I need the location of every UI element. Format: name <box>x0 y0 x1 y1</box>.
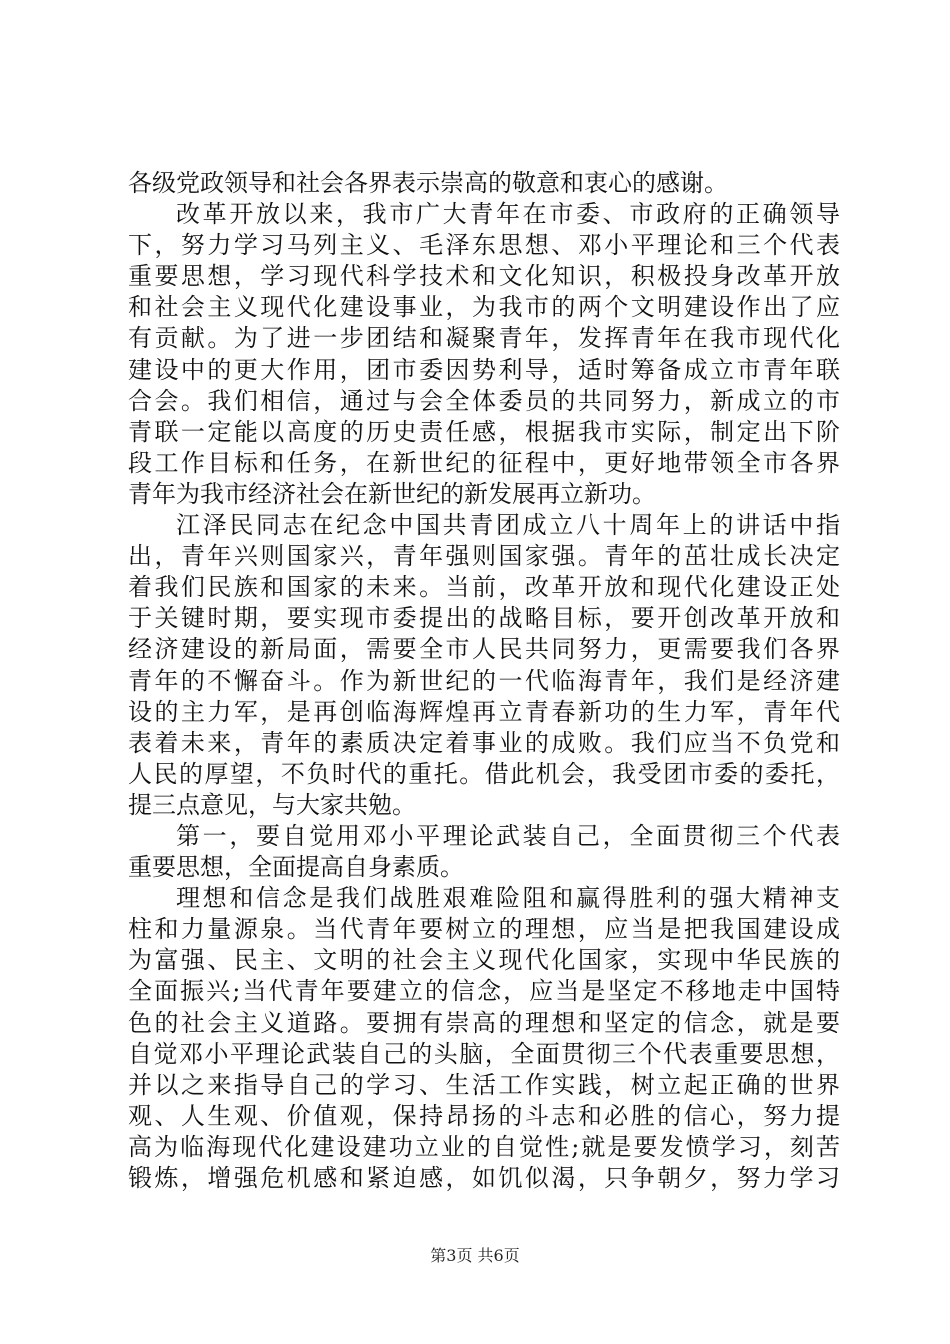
text-line: 全面振兴;当代青年要建立的信念，应当是坚定不移地走中国特 <box>128 977 840 1006</box>
text-line: 第一，要自觉用邓小平理论武装自己，全面贯彻三个代表 <box>176 821 840 850</box>
text-line: 青联一定能以高度的历史责任感，根据我市实际，制定出下阶 <box>128 417 840 446</box>
text-line: 锻炼，增强危机感和紧迫感，如饥似渴，只争朝夕，努力学习 <box>128 1164 840 1192</box>
text-line: 并以之来指导自己的学习、生活工作实践，树立起正确的世界 <box>128 1070 840 1099</box>
text-line: 有贡献。为了进一步团结和凝聚青年，发挥青年在我市现代化 <box>128 324 840 353</box>
page-footer: 第3页 共6页 <box>430 1246 520 1265</box>
text-line: 改革开放以来，我市广大青年在市委、市政府的正确领导 <box>176 200 840 229</box>
text-line: 着我们民族和国家的未来。当前，改革开放和现代化建设正处 <box>128 573 840 602</box>
text-line: 青年为我市经济社会在新世纪的新发展再立新功。 <box>128 479 656 508</box>
text-line: 色的社会主义道路。要拥有崇高的理想和坚定的信念，就是要 <box>128 1008 840 1037</box>
text-line: 和社会主义现代化建设事业，为我市的两个文明建设作出了应 <box>128 293 840 322</box>
text-line: 于关键时期，要实现市委提出的战略目标，要开创改革开放和 <box>128 604 840 633</box>
text-line: 柱和力量源泉。当代青年要树立的理想，应当是把我国建设成 <box>128 915 840 944</box>
text-line: 为富强、民主、文明的社会主义现代化国家，实现中华民族的 <box>128 946 840 975</box>
text-line: 出，青年兴则国家兴，青年强则国家强。青年的茁壮成长决定 <box>128 542 840 571</box>
text-line: 青年的不懈奋斗。作为新世纪的一代临海青年，我们是经济建 <box>128 666 840 695</box>
text-line: 下，努力学习马列主义、毛泽东思想、邓小平理论和三个代表 <box>128 231 840 260</box>
text-line: 自觉邓小平理论武装自己的头脑，全面贯彻三个代表重要思想， <box>128 1039 840 1068</box>
text-line: 合会。我们相信，通过与会全体委员的共同努力，新成立的市 <box>128 386 840 415</box>
text-line: 各级党政领导和社会各界表示崇高的敬意和衷心的感谢。 <box>128 169 728 197</box>
text-line: 高为临海现代化建设建功立业的自觉性;就是要发愤学习，刻苦 <box>128 1132 840 1161</box>
text-line: 表着未来，青年的素质决定着事业的成败。我们应当不负党和 <box>128 728 840 757</box>
text-line: 重要思想，全面提高自身素质。 <box>128 853 464 882</box>
text-line: 段工作目标和任务，在新世纪的征程中，更好地带领全市各界 <box>128 448 840 477</box>
text-line: 人民的厚望，不负时代的重托。借此机会，我受团市委的委托， <box>128 759 840 788</box>
text-line: 理想和信念是我们战胜艰难险阻和赢得胜利的强大精神支 <box>176 884 840 913</box>
text-line: 设的主力军，是再创临海辉煌再立青春新功的生力军，青年代 <box>128 697 840 726</box>
text-line: 建设中的更大作用，团市委因势利导，适时筹备成立市青年联 <box>128 355 840 384</box>
text-line: 经济建设的新局面，需要全市人民共同努力，更需要我们各界 <box>128 635 840 664</box>
document-body <box>128 168 840 1194</box>
text-line: 提三点意见，与大家共勉。 <box>128 790 416 819</box>
text-line: 观、人生观、价值观，保持昂扬的斗志和必胜的信心，努力提 <box>128 1101 840 1130</box>
text-line: 江泽民同志在纪念中国共青团成立八十周年上的讲话中指 <box>176 511 840 540</box>
text-line: 重要思想，学习现代科学技术和文化知识，积极投身改革开放 <box>128 262 840 291</box>
